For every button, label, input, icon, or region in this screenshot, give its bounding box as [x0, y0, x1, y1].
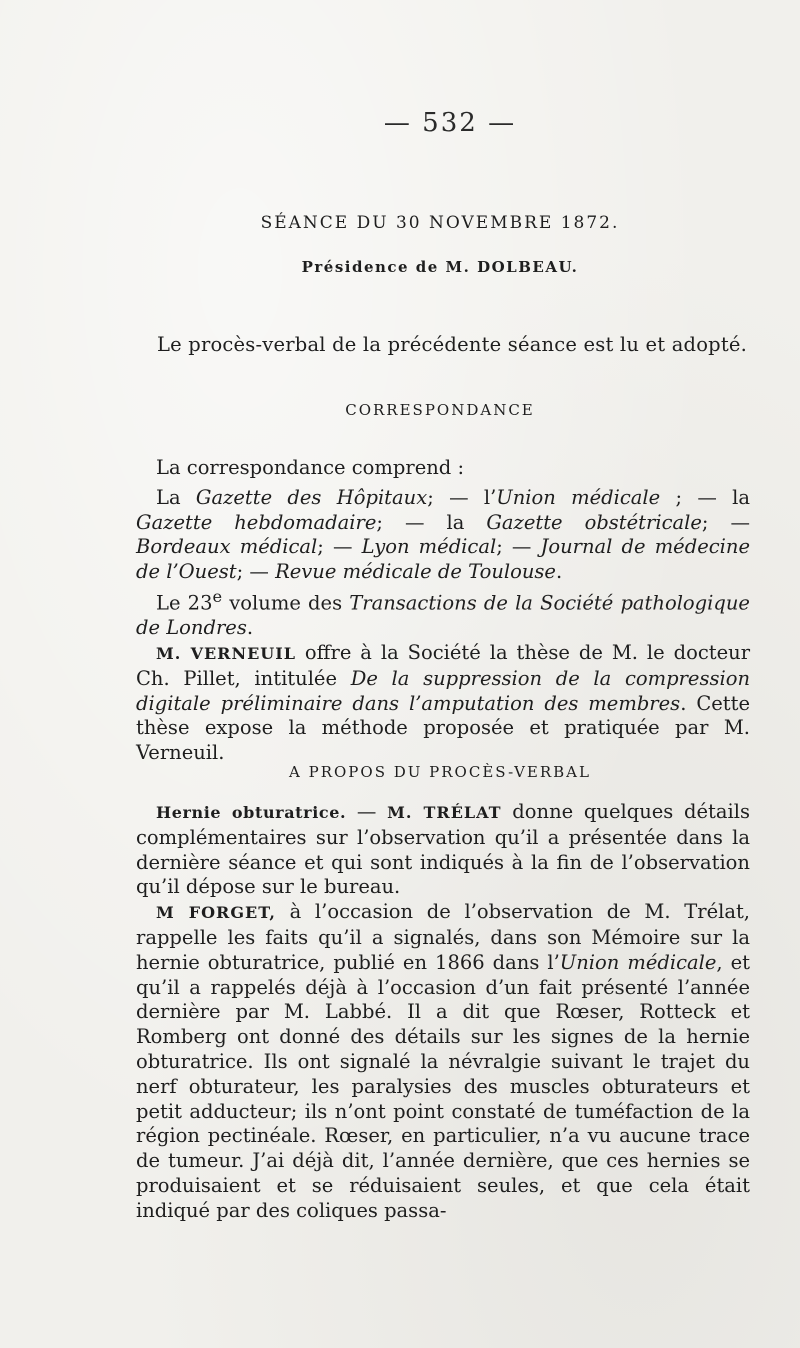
correspondance-heading: CORRESPONDANCE — [345, 401, 535, 419]
seance-title: SÉANCE DU 30 NOVEMBRE 1872. — [260, 213, 620, 233]
subsection-title: Hernie obturatrice. — [156, 803, 347, 822]
thesis-title: De la suppression de la compression digitale préliminaire dans l’amputation des membres — [136, 666, 750, 715]
journal-title: Gazette des Hôpitaux — [195, 485, 428, 509]
speaker-name: M. TRÉLAT — [387, 803, 502, 822]
journal-title: Union médicale — [496, 485, 661, 509]
journal-title: Union médicale — [559, 950, 717, 974]
journal-title: Gazette hebdomadaire — [136, 510, 377, 534]
journal-title: Gazette obstétricale — [486, 510, 702, 534]
journal-title: Lyon médical — [361, 535, 497, 559]
correspondance-intro: La correspondance comprend : — [156, 456, 465, 479]
volume-paragraph: Le 23e volume des Transactions de la Société pathologique de Londres. — [136, 586, 750, 640]
presidence-line: Présidence de M. DOLBEAU. — [301, 258, 579, 276]
correspondance-body — [136, 456, 750, 766]
verneuil-paragraph: M. VERNEUIL offre à la Société la thèse de M. le docteur Ch. Pillet, intitulée De la suppression de la compression digitale préliminaire dans l’amputation des membres. Cette thèse expose la méthode proposée et pratiquée par M. Verneuil. — [136, 641, 751, 765]
journal-title: Revue médicale de Toulouse — [275, 560, 556, 584]
speaker-name: M. VERNEUIL — [156, 644, 296, 664]
page-number: — 532 — — [383, 108, 517, 138]
journal-title: Journal de médecine de l’Ouest — [136, 535, 751, 584]
journal-title: Bordeaux médical — [136, 535, 318, 559]
apropos-heading: A PROPOS DU PROCÈS-VERBAL — [289, 763, 591, 781]
journals-paragraph: La Gazette des Hôpitaux; — l’Union médicale ; — la Gazette hebdomadaire; — la Gazette obstétricale; — Bordeaux médical; — Lyon médical; — Journal de médecine de l’Ouest; — Revue médicale de Toulouse. — [136, 485, 751, 584]
hernie-paragraph: Hernie obturatrice. — M. TRÉLAT donne quelques détails complémentaires sur l’observation qu’il a présentée dans la dernière séance et qui sont indiqués à la fin de l’observation qu’il dépose sur le bureau. — [136, 800, 750, 899]
forget-paragraph: M FORGET, à l’occasion de l’observation de M. Trélat, rappelle les faits qu’il a signalés, dans son Mémoire sur la hernie obturatrice, publié en 1866 dans l’Union médicale, et qu’il a rappelés déjà à l’occasion d’un fait présenté l’année dernière par M. Labbé. Il a dit que Rœser, Rotteck et Romberg ont donné des détails sur les signes de la hernie obturatrice. Ils ont signalé la névralgie suivant le trajet du nerf obturateur, les paralysies des muscles obturateurs et petit adducteur; ils n’ont point constaté de tuméfaction de la région pectinéale. Rœser, en particulier, n’a vu aucune trace de tumeur. J’ai déjà dit, l’année dernière, que ces hernies se produisaient et se réduisaient seules, et que cela était indiqué par des coliques passa- — [136, 900, 751, 1222]
volume-title: Transactions de la Société pathologique de Londres — [136, 591, 750, 640]
apropos-body — [136, 800, 750, 1224]
speaker-name: M FORGET, — [156, 903, 276, 923]
proces-verbal-line: Le procès-verbal de la précédente séance est lu et adopté. — [157, 333, 748, 356]
